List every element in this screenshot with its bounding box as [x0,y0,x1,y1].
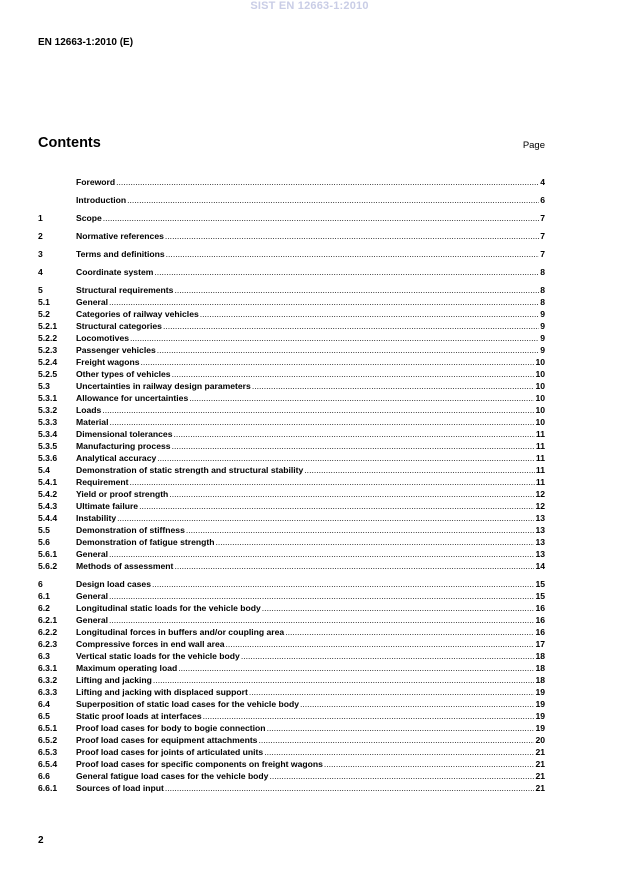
toc-entry[interactable] [38,331,545,343]
toc-entry-number: 6.6.1 [38,783,58,793]
toc-entry[interactable] [38,319,545,331]
toc-entry[interactable] [38,535,545,547]
toc-entry-title: Terms and definitions [76,249,165,259]
toc-entry[interactable] [38,745,545,757]
toc-entry[interactable] [38,193,545,205]
toc-leader-dots [203,711,535,721]
toc-entry[interactable] [38,379,545,391]
toc-entry-page: 10 [535,405,545,415]
toc-entry[interactable] [38,511,545,523]
toc-entry[interactable] [38,577,545,589]
toc-entry[interactable] [38,211,545,223]
toc-entry-page: 7 [540,249,545,259]
toc-entry-title: Demonstration of fatigue strength [76,537,215,547]
toc-leader-dots [109,591,534,601]
toc-entry-title: General fatigue load cases for the vehicle body [76,771,269,781]
toc-entry[interactable] [38,781,545,793]
toc-entry-title: Freight wagons [76,357,140,367]
toc-entry[interactable] [38,439,545,451]
toc-entry-page: 19 [535,687,545,697]
toc-entry-number: 6.5.2 [38,735,58,745]
toc-entry-page: 15 [535,591,545,601]
toc-entry-title: Proof load cases for equipment attachments [76,735,258,745]
toc-leader-dots [130,477,535,487]
toc-entry-number: 5.3.1 [38,393,58,403]
toc-entry-page: 21 [535,771,545,781]
toc-entry-number: 5.2.5 [38,369,58,379]
toc-entry[interactable] [38,649,545,661]
toc-entry-number: 5.3.4 [38,429,58,439]
toc-entry-page: 8 [540,285,545,295]
toc-entry[interactable] [38,697,545,709]
toc-entry-title: Design load cases [76,579,151,589]
toc-entry-number: 6.2.3 [38,639,58,649]
toc-entry-number: 4 [38,267,43,277]
toc-entry-number: 5.5 [38,525,50,535]
toc-leader-dots [174,561,534,571]
toc-entry[interactable] [38,265,545,277]
toc-entry-title: Introduction [76,195,127,205]
toc-entry[interactable] [38,229,545,241]
toc-leader-dots [173,429,534,439]
toc-entry-number: 2 [38,231,43,241]
toc-entry-page: 10 [535,357,545,367]
toc-entry-title: Coordinate system [76,267,154,277]
toc-entry-title: Superposition of static load cases for the vehicle body [76,699,300,709]
toc-entry-number: 6.5.3 [38,747,58,757]
toc-leader-dots [178,663,534,673]
toc-entry[interactable] [38,427,545,439]
toc-entry[interactable] [38,475,545,487]
toc-entry-number: 6.3.3 [38,687,58,697]
toc-entry-page: 13 [535,513,545,523]
toc-entry[interactable] [38,709,545,721]
toc-entry-number: 6.4 [38,699,50,709]
toc-leader-dots [267,723,535,733]
toc-entry-page: 13 [535,537,545,547]
toc-entry-page: 9 [540,333,545,343]
toc-entry-page: 7 [540,231,545,241]
contents-title: Contents [38,135,101,151]
toc-leader-dots [127,195,539,205]
toc-entry-title: Sources of load input [76,783,164,793]
toc-entry[interactable] [38,637,545,649]
toc-entry[interactable] [38,343,545,355]
toc-leader-dots [285,627,534,637]
toc-entry[interactable] [38,661,545,673]
toc-entry-page: 18 [535,675,545,685]
toc-leader-dots [249,687,535,697]
toc-leader-dots [304,465,535,475]
toc-entry-title: Compressive forces in end wall area [76,639,225,649]
toc-entry[interactable] [38,451,545,463]
toc-entry-number: 6.5.1 [38,723,58,733]
toc-entry-page: 9 [540,321,545,331]
toc-entry-title: Structural requirements [76,285,174,295]
page-column-header: Page [522,140,545,151]
toc-entry[interactable] [38,367,545,379]
toc-entry-number: 5.4 [38,465,50,475]
toc-entry[interactable] [38,487,545,499]
toc-entry[interactable] [38,601,545,613]
toc-entry-title: Structural categories [76,321,162,331]
toc-leader-dots [241,651,535,661]
toc-entry-number: 5.3 [38,381,50,391]
toc-entry[interactable] [38,625,545,637]
toc-entry-title: Loads [76,405,102,415]
toc-leader-dots [163,321,539,331]
toc-entry-page: 18 [535,663,545,673]
toc-entry-page: 17 [535,639,545,649]
toc-entry-page: 6 [540,195,545,205]
toc-entry-number: 5.2 [38,309,50,319]
toc-entry-number: 6.3.1 [38,663,58,673]
toc-entry-page: 11 [535,453,545,463]
toc-entry[interactable] [38,247,545,259]
toc-leader-dots [166,249,540,259]
toc-leader-dots [139,501,534,511]
toc-entry-title: Other types of vehicles [76,369,171,379]
toc-leader-dots [174,285,539,295]
toc-leader-dots [189,393,534,403]
toc-entry-number: 1 [38,213,43,223]
toc-entry-number: 5.2.1 [38,321,58,331]
toc-entry-title: Yield or proof strength [76,489,169,499]
toc-entry-page: 4 [540,177,545,187]
toc-entry-page: 15 [535,579,545,589]
toc-leader-dots [300,699,534,709]
toc-leader-dots [109,615,534,625]
toc-entry-page: 21 [535,747,545,757]
toc-leader-dots [165,783,535,793]
toc-entry-title: Normative references [76,231,164,241]
toc-entry[interactable] [38,559,545,571]
toc-leader-dots [153,675,535,685]
toc-entry[interactable] [38,769,545,781]
toc-entry-title: Allowance for uncertainties [76,393,189,403]
toc-leader-dots [269,771,534,781]
toc-entry[interactable] [38,403,545,415]
toc-entry-number: 5.6.1 [38,549,58,559]
toc-leader-dots [264,747,534,757]
toc-leader-dots [324,759,535,769]
toc-entry-title: Foreword [76,177,116,187]
toc-entry-title: Demonstration of static strength and structural stability [76,465,304,475]
toc-leader-dots [186,525,535,535]
toc-leader-dots [165,231,539,241]
toc-entry-title: Methods of assessment [76,561,174,571]
toc-entry-page: 11 [535,477,545,487]
toc-entry[interactable] [38,589,545,601]
toc-entry[interactable] [38,685,545,697]
toc-entry-page: 7 [540,213,545,223]
toc-entry-number: 5.6 [38,537,50,547]
toc-entry-page: 9 [540,345,545,355]
toc-entry-page: 21 [535,759,545,769]
toc-entry-page: 10 [535,369,545,379]
toc-leader-dots [141,357,535,367]
toc-entry-number: 6.1 [38,591,50,601]
toc-leader-dots [157,345,539,355]
toc-entry-page: 19 [535,711,545,721]
toc-entry[interactable] [38,355,545,367]
page-number: 2 [38,835,44,846]
toc-entry-title: Instability [76,513,117,523]
toc-entry[interactable] [38,721,545,733]
toc-entry-title: Proof load cases for specific components on freight wagons [76,759,323,769]
toc-leader-dots [109,297,539,307]
toc-entry-number: 6 [38,579,43,589]
toc-leader-dots [200,309,539,319]
toc-entry-page: 14 [535,561,545,571]
toc-entry-number: 6.2 [38,603,50,613]
toc-entry-page: 12 [535,489,545,499]
toc-entry-title: Longitudinal static loads for the vehicle body [76,603,261,613]
toc-entry-number: 5.2.2 [38,333,58,343]
toc-entry-title: Manufacturing process [76,441,171,451]
toc-leader-dots [102,405,534,415]
toc-entry-title: Uncertainties in railway design parameters [76,381,251,391]
toc-leader-dots [152,579,534,589]
toc-entry-title: General [76,297,109,307]
toc-entry-title: Longitudinal forces in buffers and/or coupling area [76,627,285,637]
toc-entry-title: Requirement [76,477,129,487]
toc-entry-title: Vertical static loads for the vehicle body [76,651,240,661]
toc-entry-title: Lifting and jacking with displaced support [76,687,248,697]
toc-leader-dots [262,603,535,613]
toc-leader-dots [172,369,535,379]
toc-entry-number: 5.4.1 [38,477,58,487]
toc-entry-page: 10 [535,393,545,403]
toc-entry[interactable] [38,307,545,319]
table-of-contents [38,175,545,793]
toc-leader-dots [172,441,535,451]
toc-leader-dots [226,639,535,649]
toc-entry-number: 5.4.4 [38,513,58,523]
toc-entry-page: 12 [535,501,545,511]
toc-entry-page: 11 [535,465,545,475]
toc-entry-page: 16 [535,627,545,637]
toc-entry[interactable] [38,391,545,403]
toc-entry-number: 6.3 [38,651,50,661]
toc-entry-page: 8 [540,267,545,277]
toc-entry-page: 16 [535,615,545,625]
toc-leader-dots [103,213,539,223]
toc-leader-dots [169,489,534,499]
toc-entry-title: Analytical accuracy [76,453,157,463]
toc-entry[interactable] [38,673,545,685]
toc-entry-title: General [76,549,109,559]
toc-entry[interactable] [38,283,545,295]
toc-leader-dots [157,453,535,463]
toc-entry-page: 9 [540,309,545,319]
toc-entry-page: 19 [535,699,545,709]
toc-entry[interactable] [38,295,545,307]
toc-entry-page: 11 [535,429,545,439]
document-id: EN 12663-1:2010 (E) [38,37,134,48]
toc-entry-page: 19 [535,723,545,733]
toc-entry-title: Maximum operating load [76,663,178,673]
toc-entry-number: 6.2.2 [38,627,58,637]
toc-entry-number: 5.1 [38,297,50,307]
toc-entry-page: 21 [535,783,545,793]
toc-entry[interactable] [38,499,545,511]
toc-entry[interactable] [38,523,545,535]
toc-entry-title: General [76,615,109,625]
toc-entry[interactable] [38,175,545,187]
toc-entry-number: 6.3.2 [38,675,58,685]
toc-entry-page: 10 [535,417,545,427]
toc-entry-title: Proof load cases for joints of articulated units [76,747,264,757]
toc-entry-title: Static proof loads at interfaces [76,711,202,721]
toc-entry-number: 5.4.3 [38,501,58,511]
toc-entry-title: Scope [76,213,102,223]
toc-entry-title: Material [76,417,109,427]
toc-entry-title: Locomotives [76,333,130,343]
toc-entry-number: 6.2.1 [38,615,58,625]
toc-leader-dots [215,537,534,547]
toc-entry[interactable] [38,733,545,745]
toc-entry-page: 8 [540,297,545,307]
toc-entry-number: 5.3.2 [38,405,58,415]
toc-leader-dots [258,735,534,745]
toc-entry-number: 5.3.3 [38,417,58,427]
toc-entry-number: 5.6.2 [38,561,58,571]
toc-entry-page: 10 [535,381,545,391]
toc-entry-title: Passenger vehicles [76,345,156,355]
toc-entry[interactable] [38,415,545,427]
toc-leader-dots [154,267,539,277]
toc-entry-number: 5 [38,285,43,295]
toc-entry-title: Categories of railway vehicles [76,309,199,319]
toc-entry[interactable] [38,547,545,559]
toc-leader-dots [252,381,535,391]
toc-entry-title: Dimensional tolerances [76,429,173,439]
toc-leader-dots [130,333,539,343]
toc-entry-number: 5.3.6 [38,453,58,463]
toc-entry-page: 16 [535,603,545,613]
toc-entry-number: 6.5.4 [38,759,58,769]
toc-entry-page: 13 [535,549,545,559]
toc-entry-page: 20 [535,735,545,745]
toc-entry-title: General [76,591,109,601]
toc-entry-number: 3 [38,249,43,259]
toc-entry-title: Proof load cases for body to bogie connection [76,723,266,733]
toc-entry-page: 13 [535,525,545,535]
toc-entry-title: Ultimate failure [76,501,139,511]
watermark: SIST EN 12663-1:2010 [250,0,369,12]
toc-entry-title: Demonstration of stiffness [76,525,185,535]
toc-leader-dots [116,177,539,187]
toc-entry[interactable] [38,613,545,625]
toc-entry[interactable] [38,463,545,475]
toc-entry-page: 11 [535,441,545,451]
toc-entry-number: 5.2.3 [38,345,58,355]
toc-entry-number: 5.2.4 [38,357,58,367]
toc-entry-number: 5.3.5 [38,441,58,451]
toc-leader-dots [109,417,534,427]
toc-entry-title: Lifting and jacking [76,675,152,685]
toc-entry[interactable] [38,757,545,769]
toc-entry-number: 6.5 [38,711,50,721]
toc-leader-dots [117,513,534,523]
toc-entry-number: 6.6 [38,771,50,781]
toc-leader-dots [109,549,534,559]
toc-entry-number: 5.4.2 [38,489,58,499]
toc-entry-page: 18 [535,651,545,661]
